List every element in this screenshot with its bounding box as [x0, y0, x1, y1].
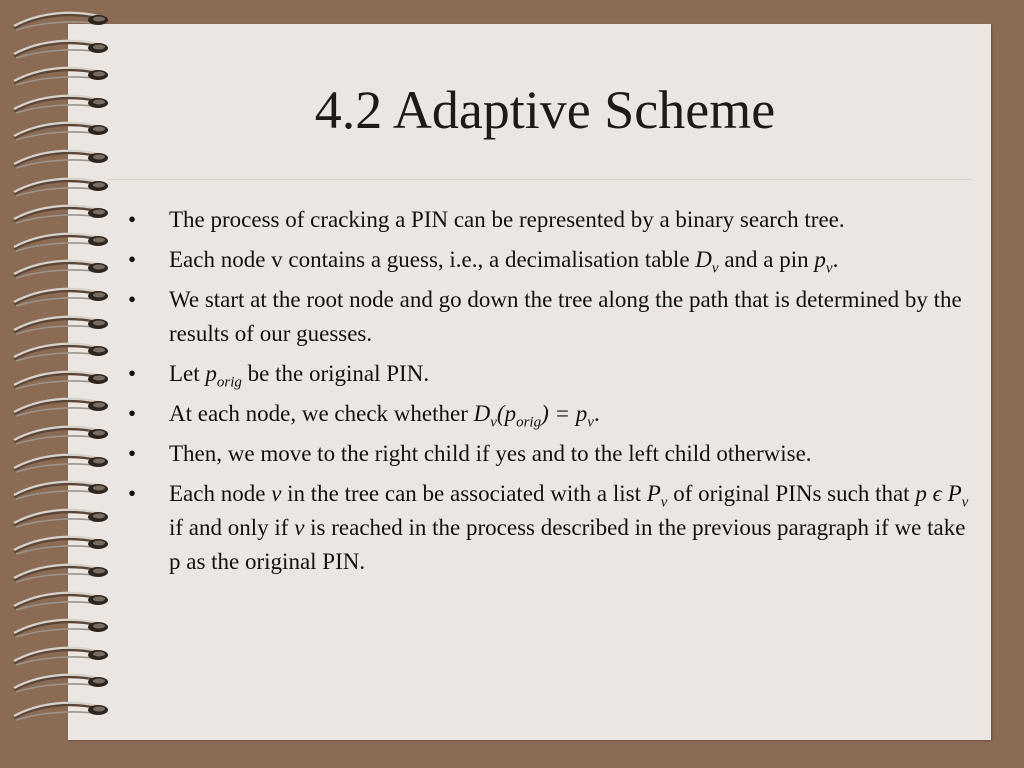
bullet-subscript: v [660, 494, 668, 511]
binding-ring [0, 643, 132, 671]
bullet-subscript: orig [216, 374, 242, 391]
binding-ring [0, 505, 132, 533]
bullet-item [125, 477, 975, 579]
bullet-text: We start at the root node and go down the tree along the path that is determined by the results of our guesses. [169, 287, 962, 346]
bullet-dot-icon: • [128, 207, 137, 232]
binding-ring [0, 146, 132, 174]
bullet-text: p [814, 247, 826, 272]
binding-ring [0, 532, 132, 560]
bullet-text: Let [169, 361, 206, 386]
bullet-text: Each node v contains a guess, i.e., a decimalisation table [169, 247, 696, 272]
bullet-text: v [294, 515, 305, 540]
bullet-item [125, 203, 975, 237]
bullet-text: Each node [169, 481, 272, 506]
bullet-subscript: v [711, 260, 719, 277]
binding-ring [0, 422, 132, 450]
binding-ring [0, 256, 132, 284]
bullet-item [125, 283, 975, 351]
bullet-dot-icon: • [128, 287, 137, 312]
bullet-dot-icon: • [128, 401, 137, 426]
binding-ring [0, 477, 132, 505]
binding-ring [0, 698, 132, 726]
bullet-text: At each node, we check whether [169, 401, 474, 426]
bullet-text: D [695, 247, 712, 272]
binding-ring [0, 394, 132, 422]
binding-ring [0, 450, 132, 478]
binding-ring [0, 339, 132, 367]
bullet-subscript: v [490, 414, 497, 431]
binding-ring [0, 201, 132, 229]
bullet-text: (p [496, 401, 517, 426]
title-divider [108, 179, 972, 180]
binding-ring [0, 588, 132, 616]
bullet-subscript: v [961, 494, 969, 511]
binding-ring [0, 36, 132, 64]
bullet-text: Then, we move to the right child if yes and to the left child otherwise. [169, 441, 812, 466]
bullet-subscript: orig [516, 414, 542, 431]
bullet-item [125, 357, 975, 391]
bullet-text: v [271, 481, 282, 506]
bullet-text: if and only if [169, 515, 295, 540]
bullet-text: . [832, 247, 839, 272]
bullet-text: P [646, 481, 661, 506]
bullet-text: p [205, 361, 217, 386]
bullet-dot-icon: • [128, 247, 137, 272]
bullet-text: . [593, 401, 600, 426]
binding-ring [0, 174, 132, 202]
bullet-dot-icon: • [128, 441, 137, 466]
bullet-text: be the original PIN. [241, 361, 430, 386]
bullet-dot-icon: • [128, 481, 137, 506]
bullet-list [125, 203, 975, 585]
bullet-text: D [473, 401, 491, 426]
bullet-text: The process of cracking a PIN can be represented by a binary search tree. [169, 207, 845, 232]
bullet-item [125, 397, 975, 431]
bullet-text: ) = p [541, 401, 588, 426]
bullet-dot-icon: • [128, 361, 137, 386]
bullet-item [125, 243, 975, 277]
bullet-text: of original PINs such that [667, 481, 916, 506]
bullet-subscript: v [587, 414, 594, 431]
binding-ring [0, 367, 132, 395]
bullet-subscript: v [825, 260, 833, 277]
binding-ring [0, 312, 132, 340]
slide-title: 4.2 Adaptive Scheme [314, 80, 776, 140]
binding-ring [0, 615, 132, 643]
binding-ring [0, 8, 132, 36]
bullet-text: is reached in the process described in the previous paragraph if we take p as the original PIN. [169, 515, 966, 574]
bullet-text: in the tree can be associated with a list [281, 481, 647, 506]
binding-ring [0, 284, 132, 312]
binding-ring [0, 560, 132, 588]
binding-ring [0, 670, 132, 698]
binding-ring [0, 229, 132, 257]
bullet-text: and a pin [718, 247, 815, 272]
bullet-item [125, 437, 975, 471]
bullet-text: p ϵ P [915, 481, 962, 506]
